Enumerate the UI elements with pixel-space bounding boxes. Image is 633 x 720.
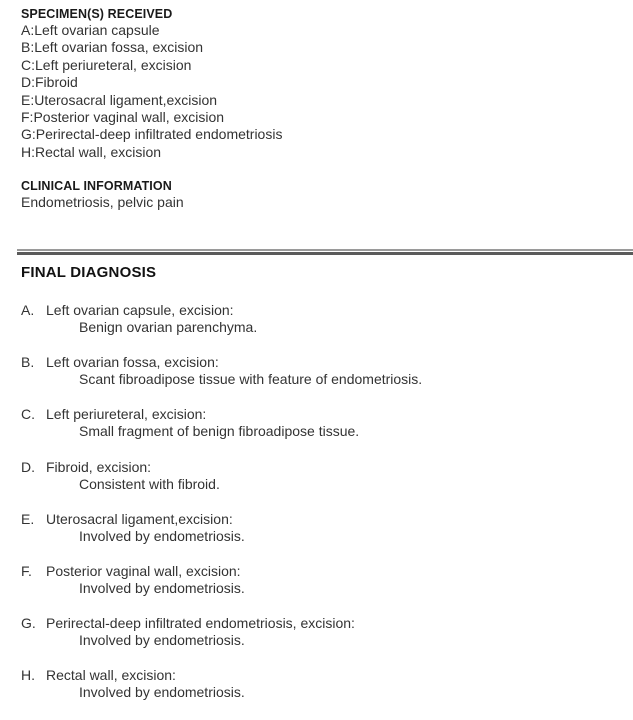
final-diagnosis-heading: FINAL DIAGNOSIS <box>21 264 157 281</box>
diagnosis-result: Scant fibroadipose tissue with feature of endometriosis. <box>79 371 423 388</box>
diagnosis-title <box>21 511 422 528</box>
diagnosis-item <box>21 563 422 615</box>
diagnosis-result: Involved by endometriosis. <box>79 684 245 701</box>
diagnosis-title <box>21 406 422 423</box>
diagnosis-site: Left periureteral, excision: <box>46 406 207 423</box>
diagnosis-letter: C. <box>21 406 35 423</box>
rule-line-bottom <box>17 252 633 255</box>
diagnosis-item <box>21 354 422 406</box>
specimen-item: H:Rectal wall, excision <box>21 143 162 160</box>
diagnosis-site: Left ovarian fossa, excision: <box>46 354 219 371</box>
specimen-item: G:Perirectal-deep infiltrated endometriosis <box>21 126 283 143</box>
clinical-information-section <box>21 178 184 211</box>
diagnosis-result: Consistent with fibroid. <box>79 475 220 492</box>
specimen-item: E:Uterosacral ligament,excision <box>21 91 218 108</box>
diagnosis-site: Perirectal-deep infiltrated endometriosis, excision: <box>46 615 355 632</box>
diagnosis-letter: D. <box>21 458 35 475</box>
diagnosis-site: Left ovarian capsule, excision: <box>46 302 234 318</box>
diagnosis-letter: H. <box>21 667 35 684</box>
diagnosis-list <box>21 302 422 720</box>
diagnosis-letter: A. <box>21 302 35 318</box>
diagnosis-item <box>21 511 422 563</box>
clinical-text: Endometriosis, pelvic pain <box>21 194 184 210</box>
diagnosis-item <box>21 406 422 458</box>
diagnosis-title <box>21 302 422 319</box>
diagnosis-result: Benign ovarian parenchyma. <box>79 319 258 335</box>
diagnosis-result: Involved by endometriosis. <box>79 527 245 544</box>
specimens-heading: SPECIMEN(S) RECEIVED <box>21 7 173 21</box>
diagnosis-result: Involved by endometriosis. <box>79 632 245 649</box>
diagnosis-item <box>21 302 422 354</box>
diagnosis-letter: E. <box>21 510 35 527</box>
specimen-item: A:Left ovarian capsule <box>21 22 160 38</box>
diagnosis-letter: B. <box>21 354 35 371</box>
diagnosis-title <box>21 354 422 371</box>
diagnosis-result: Involved by endometriosis. <box>79 579 245 596</box>
specimen-item: D:Fibroid <box>21 74 78 91</box>
diagnosis-letter: G. <box>21 615 36 632</box>
diagnosis-title <box>21 563 422 580</box>
specimen-item: B:Left ovarian fossa, excision <box>21 39 204 56</box>
diagnosis-title <box>21 459 422 476</box>
clinical-heading: CLINICAL INFORMATION <box>21 179 172 193</box>
specimen-item: F:Posterior vaginal wall, excision <box>21 109 225 126</box>
diagnosis-site: Rectal wall, excision: <box>46 667 176 684</box>
diagnosis-item <box>21 615 422 667</box>
diagnosis-site: Fibroid, excision: <box>46 458 152 475</box>
diagnosis-result: Small fragment of benign fibroadipose tissue. <box>79 423 360 440</box>
diagnosis-title <box>21 615 422 632</box>
diagnosis-title <box>21 667 422 684</box>
rule-line-top <box>17 249 633 251</box>
diagnosis-letter: F. <box>21 562 32 579</box>
specimens-received-section <box>21 6 282 161</box>
diagnosis-item <box>21 459 422 511</box>
double-rule-divider <box>17 249 633 256</box>
diagnosis-item <box>21 667 422 719</box>
diagnosis-site: Posterior vaginal wall, excision: <box>46 562 241 579</box>
specimen-item: C:Left periureteral, excision <box>21 56 192 73</box>
diagnosis-site: Uterosacral ligament,excision: <box>46 510 233 527</box>
